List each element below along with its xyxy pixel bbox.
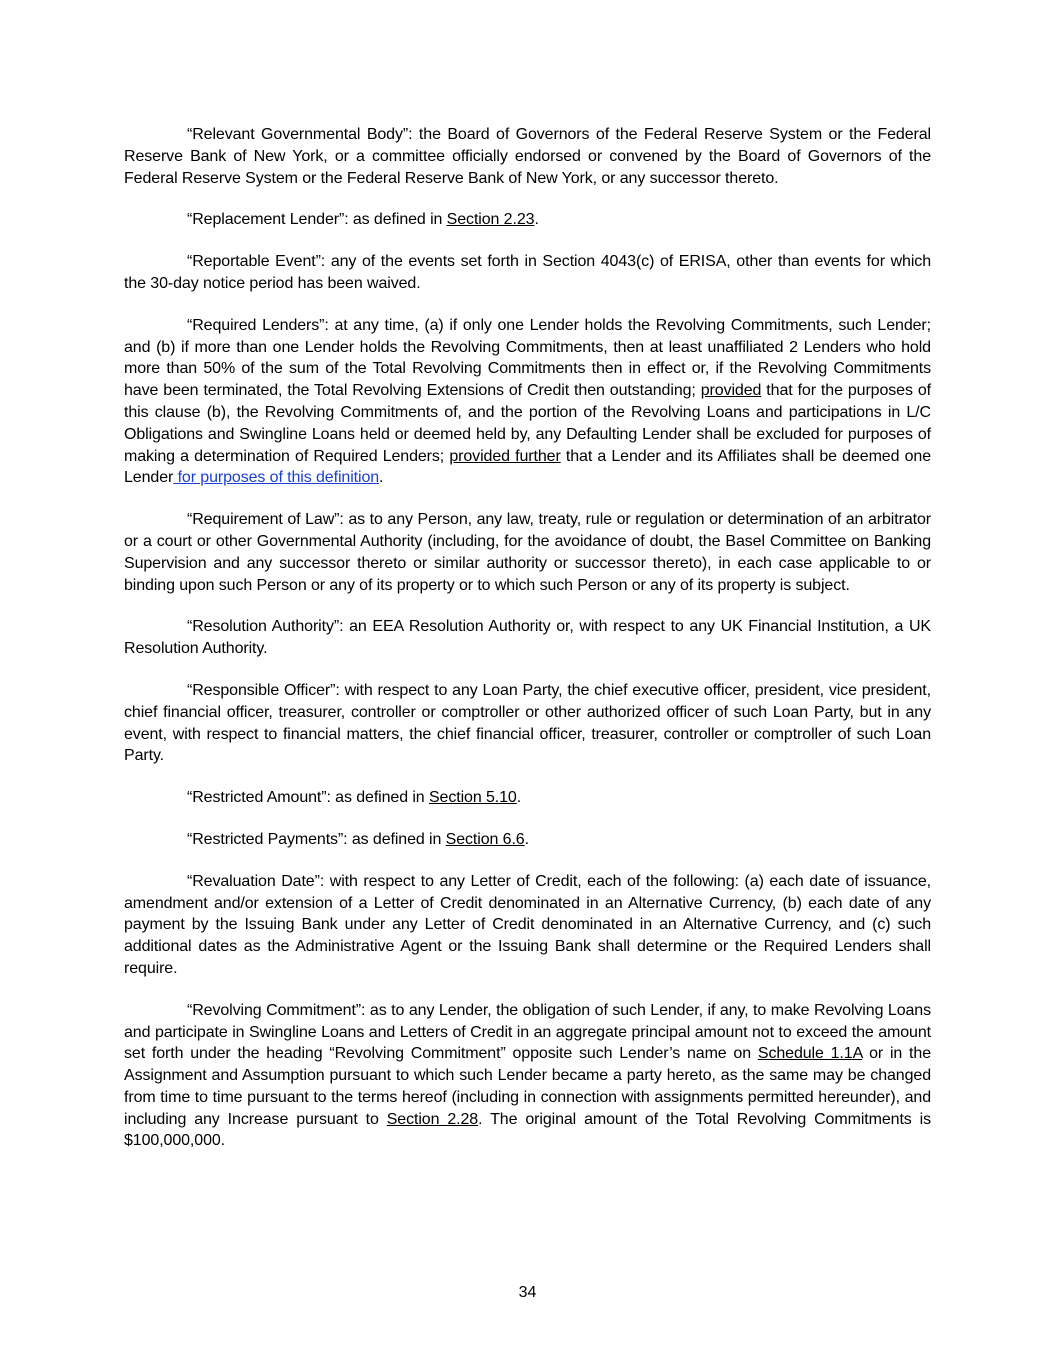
definition-text: “Relevant Governmental Body”: the Board of Governors of the Federal Reserve System or the Federal Reserve Bank of New York, or a committee officially endorsed or convened by the Board of Governors of the Federal Reserve System or the Federal Reserve Bank of New York, or any successor thereto. bbox=[124, 126, 931, 187]
definition-text: “Responsible Officer”: with respect to any Loan Party, the chief executive officer, president, vice president, chief financial officer, treasurer, controller or comptroller or other authorized officer of such Loan Party, but in any event, with respect to financial matters, the chief financial officer, treasurer, controller or comptroller of such Loan Party. bbox=[124, 681, 931, 765]
definition-text: “Restricted Payments”: as defined in bbox=[187, 830, 446, 848]
definition-required-lenders bbox=[124, 315, 931, 489]
definition-relevant-governmental-body bbox=[124, 124, 931, 189]
provided-term: provided bbox=[700, 382, 762, 400]
definition-text: “Resolution Authority”: an EEA Resolution Authority or, with respect to any UK Financial Institution, a UK Resolution Authority. bbox=[124, 618, 931, 658]
definition-text: . The original amount of the Total Revolving Commitments is $100,000,000. bbox=[124, 1110, 931, 1150]
definition-text: “Requirement of Law”: as to any Person, any law, treaty, rule or regulation or determination of an arbitrator or a court or other Governmental Authority (including, for the avoidance of doubt, the Basel Committee on Banking Supervision and any successor thereto or similar authority or successor thereto), in each case applicable to or binding upon such Person or any of its property or to which such Person or any of its property is subject. bbox=[124, 511, 931, 594]
definition-text: or in the Assignment and Assumption pursuant to which such Lender became a party hereto, as the same may be changed from time to time pursuant to the terms hereof (including in connection with assignments permitted hereunder), and including any Increase pursuant to bbox=[124, 1045, 931, 1128]
definition-text: “Revolving Commitment”: as to any Lender, the obligation of such Lender, if any, to make Revolving Loans and participate in Swingline Loans and Letters of Credit in an aggregate principal amount not to exceed the amount set forth under the heading “Revolving Commitment” opposite such Lender’s name on bbox=[124, 1001, 931, 1063]
definition-revolving-commitment bbox=[124, 1000, 931, 1153]
definition-text: “Reportable Event”: any of the events set forth in Section 4043(c) of ERISA, other than events for which the 30-day notice period has been waived. bbox=[124, 253, 931, 292]
definition-resolution-authority bbox=[124, 616, 931, 660]
definition-restricted-amount bbox=[124, 787, 931, 809]
definition-restricted-payments bbox=[124, 829, 931, 851]
definition-revaluation-date bbox=[124, 871, 931, 980]
definition-text: “Restricted Amount”: as defined in bbox=[187, 789, 429, 807]
document-body bbox=[124, 124, 931, 1172]
definition-text: “Replacement Lender”: as defined in bbox=[187, 211, 447, 229]
definition-text: “Revaluation Date”: with respect to any Letter of Credit, each of the following: (a) each date of issuance, amendment and/or extension of a Letter of Credit denominated in an Alternative Currency, (b) each date of any payment by the Issuing Bank under any Letter of Credit denominated in an Alternative Currency, and (c) such additional dates as the Administrative Agent or the Issuing Bank shall determine or the Required Lenders shall require. bbox=[124, 872, 931, 977]
schedule-reference: Schedule 1.1A bbox=[757, 1045, 863, 1063]
definition-end: . bbox=[516, 789, 522, 807]
definition-end: . bbox=[534, 211, 539, 229]
definition-end: . bbox=[379, 469, 384, 487]
definition-end: . bbox=[524, 830, 529, 848]
definition-requirement-of-law bbox=[124, 509, 931, 596]
section-reference: Section 2.28 bbox=[386, 1110, 479, 1128]
definition-text: “Required Lenders”: at any time, (a) if only one Lender holds the Revolving Commitments, such Lender; and (b) if more than one Lender holds the Revolving Commitments, then at least unaffiliated 2 Lenders who hold more than 50% of the sum of the Total Revolving Commitments then in effect or, if the Revolving Commitments have been terminated, the Total Revolving Extensions of Credit then outstanding; bbox=[124, 316, 931, 400]
definition-responsible-officer bbox=[124, 680, 931, 767]
page-number: 34 bbox=[518, 1284, 537, 1301]
inserted-revision-text[interactable]: for purposes of this definition bbox=[173, 469, 380, 487]
definition-text: that a Lender and its Affiliates shall be deemed one Lender bbox=[124, 447, 931, 487]
definition-text: that for the purposes of this clause (b), the Revolving Commitments of, and the portion of the Revolving Loans and participations in L/C Obligations and Swingline Loans held or deemed held by, any Defaulting Lender shall be excluded for purposes of making a determination of Required Lenders; bbox=[124, 382, 931, 465]
section-reference: Section 5.10 bbox=[428, 789, 517, 807]
definition-reportable-event bbox=[124, 251, 931, 295]
section-reference: Section 6.6 bbox=[445, 830, 525, 848]
section-reference: Section 2.23 bbox=[446, 211, 535, 229]
provided-further-term: provided further bbox=[449, 447, 561, 465]
definition-replacement-lender bbox=[124, 209, 931, 231]
